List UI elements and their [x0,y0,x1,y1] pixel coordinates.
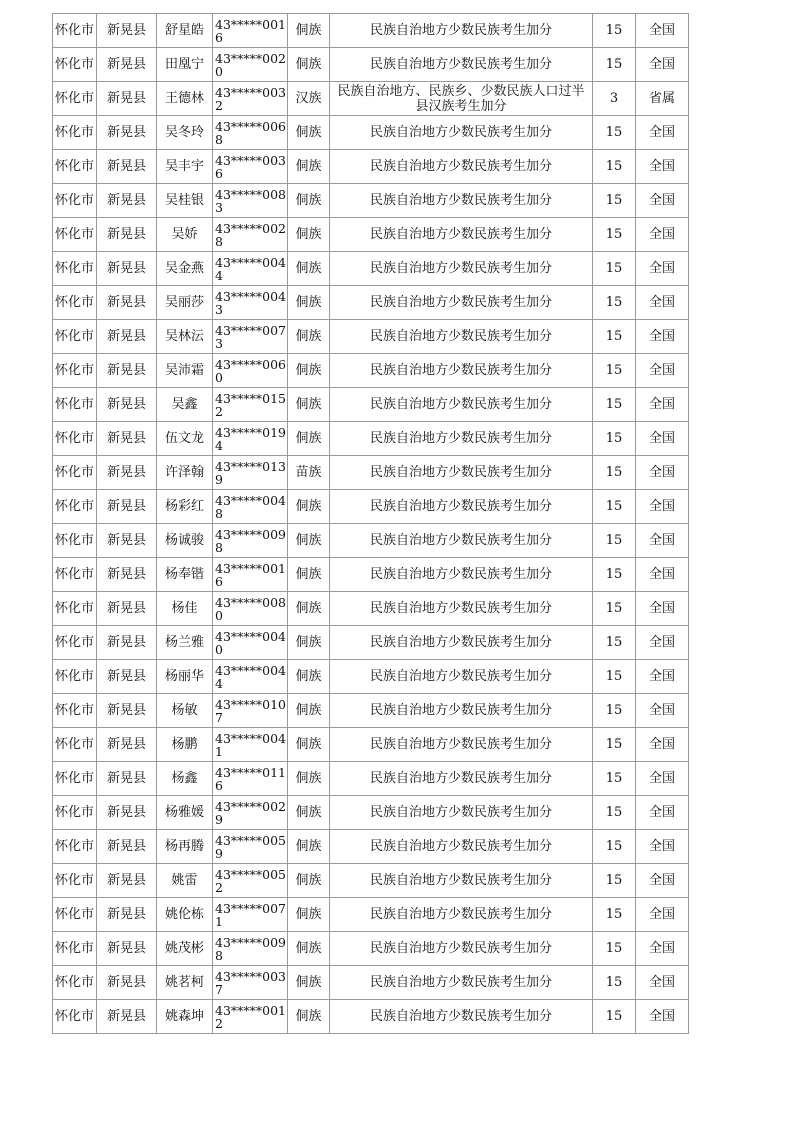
ethnicity-cell: 侗族 [288,116,330,150]
name-cell: 杨诚骏 [157,524,213,558]
ethnicity-cell: 侗族 [288,218,330,252]
county-cell: 新晃县 [97,592,157,626]
table-row [53,286,689,320]
bonus-project-cell: 民族自治地方少数民族考生加分 [330,320,593,354]
name-cell: 杨鑫 [157,762,213,796]
bonus-score-cell: 15 [593,320,636,354]
bonus-project-cell: 民族自治地方少数民族考生加分 [330,592,593,626]
table-row [53,762,689,796]
city-cell: 怀化市 [53,864,97,898]
county-cell: 新晃县 [97,762,157,796]
scope-cell: 全国 [636,864,689,898]
scope-cell: 全国 [636,252,689,286]
ethnicity-cell: 侗族 [288,558,330,592]
bonus-score-cell: 15 [593,830,636,864]
ethnicity-cell: 侗族 [288,830,330,864]
name-cell: 田凰宁 [157,48,213,82]
bonus-score-cell: 15 [593,252,636,286]
bonus-points-table-container [52,13,688,1034]
city-cell: 怀化市 [53,286,97,320]
ethnicity-cell: 侗族 [288,1000,330,1034]
table-row [53,116,689,150]
scope-cell: 省属 [636,82,689,116]
id-number-cell: 43*****0098 [213,524,288,558]
scope-cell: 全国 [636,48,689,82]
table-row [53,932,689,966]
city-cell: 怀化市 [53,82,97,116]
scope-cell: 全国 [636,898,689,932]
bonus-score-cell: 15 [593,898,636,932]
ethnicity-cell: 侗族 [288,762,330,796]
id-number-cell: 43*****0080 [213,592,288,626]
bonus-score-cell: 15 [593,626,636,660]
table-row [53,48,689,82]
city-cell: 怀化市 [53,150,97,184]
name-cell: 吴娇 [157,218,213,252]
table-row [53,320,689,354]
name-cell: 吴丰宇 [157,150,213,184]
bonus-score-cell: 15 [593,456,636,490]
ethnicity-cell: 侗族 [288,592,330,626]
city-cell: 怀化市 [53,762,97,796]
scope-cell: 全国 [636,388,689,422]
id-number-cell: 43*****0037 [213,966,288,1000]
bonus-project-cell: 民族自治地方少数民族考生加分 [330,762,593,796]
county-cell: 新晃县 [97,728,157,762]
bonus-score-cell: 15 [593,1000,636,1034]
county-cell: 新晃县 [97,388,157,422]
county-cell: 新晃县 [97,184,157,218]
city-cell: 怀化市 [53,14,97,48]
scope-cell: 全国 [636,830,689,864]
name-cell: 姚伦栋 [157,898,213,932]
bonus-project-cell: 民族自治地方少数民族考生加分 [330,456,593,490]
city-cell: 怀化市 [53,456,97,490]
table-row [53,354,689,388]
bonus-project-cell: 民族自治地方少数民族考生加分 [330,830,593,864]
bonus-project-cell: 民族自治地方少数民族考生加分 [330,558,593,592]
county-cell: 新晃县 [97,150,157,184]
table-row [53,660,689,694]
bonus-project-cell: 民族自治地方少数民族考生加分 [330,48,593,82]
ethnicity-cell: 侗族 [288,864,330,898]
city-cell: 怀化市 [53,830,97,864]
county-cell: 新晃县 [97,320,157,354]
id-number-cell: 43*****0098 [213,932,288,966]
id-number-cell: 43*****0052 [213,864,288,898]
city-cell: 怀化市 [53,48,97,82]
name-cell: 吴林沄 [157,320,213,354]
bonus-project-cell: 民族自治地方少数民族考生加分 [330,728,593,762]
city-cell: 怀化市 [53,490,97,524]
id-number-cell: 43*****0152 [213,388,288,422]
table-row [53,150,689,184]
table-row [53,422,689,456]
ethnicity-cell: 汉族 [288,82,330,116]
id-number-cell: 43*****0071 [213,898,288,932]
ethnicity-cell: 侗族 [288,626,330,660]
scope-cell: 全国 [636,218,689,252]
scope-cell: 全国 [636,150,689,184]
name-cell: 杨再腾 [157,830,213,864]
city-cell: 怀化市 [53,728,97,762]
ethnicity-cell: 侗族 [288,354,330,388]
table-row [53,864,689,898]
table-row [53,966,689,1000]
bonus-score-cell: 15 [593,354,636,388]
bonus-project-cell: 民族自治地方少数民族考生加分 [330,388,593,422]
bonus-score-cell: 15 [593,184,636,218]
ethnicity-cell: 侗族 [288,320,330,354]
bonus-score-cell: 15 [593,796,636,830]
county-cell: 新晃县 [97,932,157,966]
id-number-cell: 43*****0107 [213,694,288,728]
id-number-cell: 43*****0044 [213,252,288,286]
id-number-cell: 43*****0194 [213,422,288,456]
bonus-score-cell: 15 [593,116,636,150]
bonus-project-cell: 民族自治地方少数民族考生加分 [330,932,593,966]
ethnicity-cell: 侗族 [288,150,330,184]
scope-cell: 全国 [636,796,689,830]
county-cell: 新晃县 [97,456,157,490]
table-row [53,1000,689,1034]
bonus-project-cell: 民族自治地方少数民族考生加分 [330,694,593,728]
name-cell: 伍文龙 [157,422,213,456]
name-cell: 姚森坤 [157,1000,213,1034]
city-cell: 怀化市 [53,694,97,728]
table-row [53,898,689,932]
city-cell: 怀化市 [53,966,97,1000]
county-cell: 新晃县 [97,354,157,388]
city-cell: 怀化市 [53,422,97,456]
bonus-score-cell: 15 [593,660,636,694]
table-row [53,558,689,592]
table-row [53,456,689,490]
id-number-cell: 43*****0059 [213,830,288,864]
bonus-project-cell: 民族自治地方少数民族考生加分 [330,252,593,286]
name-cell: 姚雷 [157,864,213,898]
id-number-cell: 43*****0036 [213,150,288,184]
table-row [53,388,689,422]
city-cell: 怀化市 [53,320,97,354]
ethnicity-cell: 侗族 [288,966,330,1000]
table-row [53,218,689,252]
name-cell: 吴鑫 [157,388,213,422]
bonus-project-cell: 民族自治地方少数民族考生加分 [330,14,593,48]
ethnicity-cell: 侗族 [288,932,330,966]
bonus-project-cell: 民族自治地方、民族乡、少数民族人口过半县汉族考生加分 [330,82,593,116]
name-cell: 姚茗柯 [157,966,213,1000]
table-body [53,14,689,1034]
city-cell: 怀化市 [53,1000,97,1034]
name-cell: 杨奉锴 [157,558,213,592]
bonus-score-cell: 15 [593,966,636,1000]
scope-cell: 全国 [636,354,689,388]
scope-cell: 全国 [636,558,689,592]
scope-cell: 全国 [636,320,689,354]
scope-cell: 全国 [636,694,689,728]
table-row [53,490,689,524]
name-cell: 姚茂彬 [157,932,213,966]
scope-cell: 全国 [636,762,689,796]
ethnicity-cell: 侗族 [288,490,330,524]
bonus-project-cell: 民族自治地方少数民族考生加分 [330,626,593,660]
ethnicity-cell: 侗族 [288,252,330,286]
bonus-score-cell: 15 [593,762,636,796]
city-cell: 怀化市 [53,932,97,966]
city-cell: 怀化市 [53,592,97,626]
id-number-cell: 43*****0068 [213,116,288,150]
bonus-points-table [52,13,689,1034]
bonus-project-cell: 民族自治地方少数民族考生加分 [330,864,593,898]
city-cell: 怀化市 [53,626,97,660]
county-cell: 新晃县 [97,48,157,82]
table-row [53,626,689,660]
scope-cell: 全国 [636,524,689,558]
table-row [53,184,689,218]
scope-cell: 全国 [636,966,689,1000]
scope-cell: 全国 [636,592,689,626]
county-cell: 新晃县 [97,1000,157,1034]
name-cell: 杨丽华 [157,660,213,694]
name-cell: 杨雅媛 [157,796,213,830]
county-cell: 新晃县 [97,796,157,830]
bonus-project-cell: 民族自治地方少数民族考生加分 [330,796,593,830]
id-number-cell: 43*****0116 [213,762,288,796]
county-cell: 新晃县 [97,14,157,48]
name-cell: 吴金燕 [157,252,213,286]
ethnicity-cell: 侗族 [288,898,330,932]
city-cell: 怀化市 [53,184,97,218]
table-row [53,694,689,728]
scope-cell: 全国 [636,932,689,966]
name-cell: 杨兰雅 [157,626,213,660]
city-cell: 怀化市 [53,898,97,932]
city-cell: 怀化市 [53,218,97,252]
id-number-cell: 43*****0032 [213,82,288,116]
bonus-project-cell: 民族自治地方少数民族考生加分 [330,150,593,184]
table-row [53,252,689,286]
scope-cell: 全国 [636,422,689,456]
table-row [53,728,689,762]
name-cell: 杨敏 [157,694,213,728]
name-cell: 吴丽莎 [157,286,213,320]
county-cell: 新晃县 [97,252,157,286]
bonus-score-cell: 15 [593,218,636,252]
ethnicity-cell: 侗族 [288,14,330,48]
ethnicity-cell: 侗族 [288,48,330,82]
name-cell: 王德林 [157,82,213,116]
county-cell: 新晃县 [97,626,157,660]
bonus-score-cell: 15 [593,14,636,48]
bonus-project-cell: 民族自治地方少数民族考生加分 [330,898,593,932]
ethnicity-cell: 侗族 [288,694,330,728]
bonus-score-cell: 15 [593,48,636,82]
bonus-score-cell: 15 [593,490,636,524]
county-cell: 新晃县 [97,218,157,252]
bonus-score-cell: 15 [593,694,636,728]
bonus-project-cell: 民族自治地方少数民族考生加分 [330,218,593,252]
table-row [53,524,689,558]
table-row [53,592,689,626]
scope-cell: 全国 [636,626,689,660]
scope-cell: 全国 [636,14,689,48]
table-row [53,82,689,116]
county-cell: 新晃县 [97,830,157,864]
bonus-score-cell: 15 [593,524,636,558]
city-cell: 怀化市 [53,796,97,830]
name-cell: 杨鹏 [157,728,213,762]
id-number-cell: 43*****0028 [213,218,288,252]
scope-cell: 全国 [636,1000,689,1034]
scope-cell: 全国 [636,728,689,762]
bonus-score-cell: 15 [593,558,636,592]
county-cell: 新晃县 [97,966,157,1000]
bonus-score-cell: 15 [593,932,636,966]
ethnicity-cell: 苗族 [288,456,330,490]
bonus-score-cell: 3 [593,82,636,116]
name-cell: 舒星皓 [157,14,213,48]
city-cell: 怀化市 [53,660,97,694]
county-cell: 新晃县 [97,558,157,592]
scope-cell: 全国 [636,660,689,694]
bonus-score-cell: 15 [593,388,636,422]
scope-cell: 全国 [636,490,689,524]
city-cell: 怀化市 [53,524,97,558]
name-cell: 吴桂银 [157,184,213,218]
ethnicity-cell: 侗族 [288,388,330,422]
ethnicity-cell: 侗族 [288,728,330,762]
ethnicity-cell: 侗族 [288,184,330,218]
scope-cell: 全国 [636,286,689,320]
bonus-project-cell: 民族自治地方少数民族考生加分 [330,354,593,388]
id-number-cell: 43*****0073 [213,320,288,354]
bonus-project-cell: 民族自治地方少数民族考生加分 [330,490,593,524]
ethnicity-cell: 侗族 [288,796,330,830]
county-cell: 新晃县 [97,524,157,558]
county-cell: 新晃县 [97,490,157,524]
city-cell: 怀化市 [53,252,97,286]
ethnicity-cell: 侗族 [288,286,330,320]
table-row [53,830,689,864]
bonus-project-cell: 民族自治地方少数民族考生加分 [330,1000,593,1034]
bonus-project-cell: 民族自治地方少数民族考生加分 [330,286,593,320]
county-cell: 新晃县 [97,422,157,456]
scope-cell: 全国 [636,184,689,218]
name-cell: 吴冬玲 [157,116,213,150]
ethnicity-cell: 侗族 [288,660,330,694]
bonus-score-cell: 15 [593,864,636,898]
bonus-score-cell: 15 [593,728,636,762]
id-number-cell: 43*****0139 [213,456,288,490]
id-number-cell: 43*****0044 [213,660,288,694]
bonus-score-cell: 15 [593,286,636,320]
id-number-cell: 43*****0020 [213,48,288,82]
id-number-cell: 43*****0040 [213,626,288,660]
id-number-cell: 43*****0060 [213,354,288,388]
id-number-cell: 43*****0043 [213,286,288,320]
city-cell: 怀化市 [53,558,97,592]
county-cell: 新晃县 [97,660,157,694]
id-number-cell: 43*****0041 [213,728,288,762]
city-cell: 怀化市 [53,116,97,150]
county-cell: 新晃县 [97,116,157,150]
bonus-score-cell: 15 [593,592,636,626]
county-cell: 新晃县 [97,286,157,320]
name-cell: 吴沛霜 [157,354,213,388]
bonus-project-cell: 民族自治地方少数民族考生加分 [330,966,593,1000]
name-cell: 杨佳 [157,592,213,626]
bonus-project-cell: 民族自治地方少数民族考生加分 [330,116,593,150]
bonus-score-cell: 15 [593,150,636,184]
id-number-cell: 43*****0048 [213,490,288,524]
name-cell: 杨彩红 [157,490,213,524]
bonus-score-cell: 15 [593,422,636,456]
table-row [53,14,689,48]
id-number-cell: 43*****0012 [213,1000,288,1034]
county-cell: 新晃县 [97,864,157,898]
ethnicity-cell: 侗族 [288,524,330,558]
id-number-cell: 43*****0083 [213,184,288,218]
scope-cell: 全国 [636,116,689,150]
ethnicity-cell: 侗族 [288,422,330,456]
table-row [53,796,689,830]
scope-cell: 全国 [636,456,689,490]
county-cell: 新晃县 [97,82,157,116]
city-cell: 怀化市 [53,388,97,422]
id-number-cell: 43*****0016 [213,558,288,592]
city-cell: 怀化市 [53,354,97,388]
name-cell: 许泽翰 [157,456,213,490]
id-number-cell: 43*****0029 [213,796,288,830]
bonus-project-cell: 民族自治地方少数民族考生加分 [330,422,593,456]
id-number-cell: 43*****0016 [213,14,288,48]
bonus-project-cell: 民族自治地方少数民族考生加分 [330,660,593,694]
bonus-project-cell: 民族自治地方少数民族考生加分 [330,184,593,218]
county-cell: 新晃县 [97,694,157,728]
bonus-project-cell: 民族自治地方少数民族考生加分 [330,524,593,558]
county-cell: 新晃县 [97,898,157,932]
